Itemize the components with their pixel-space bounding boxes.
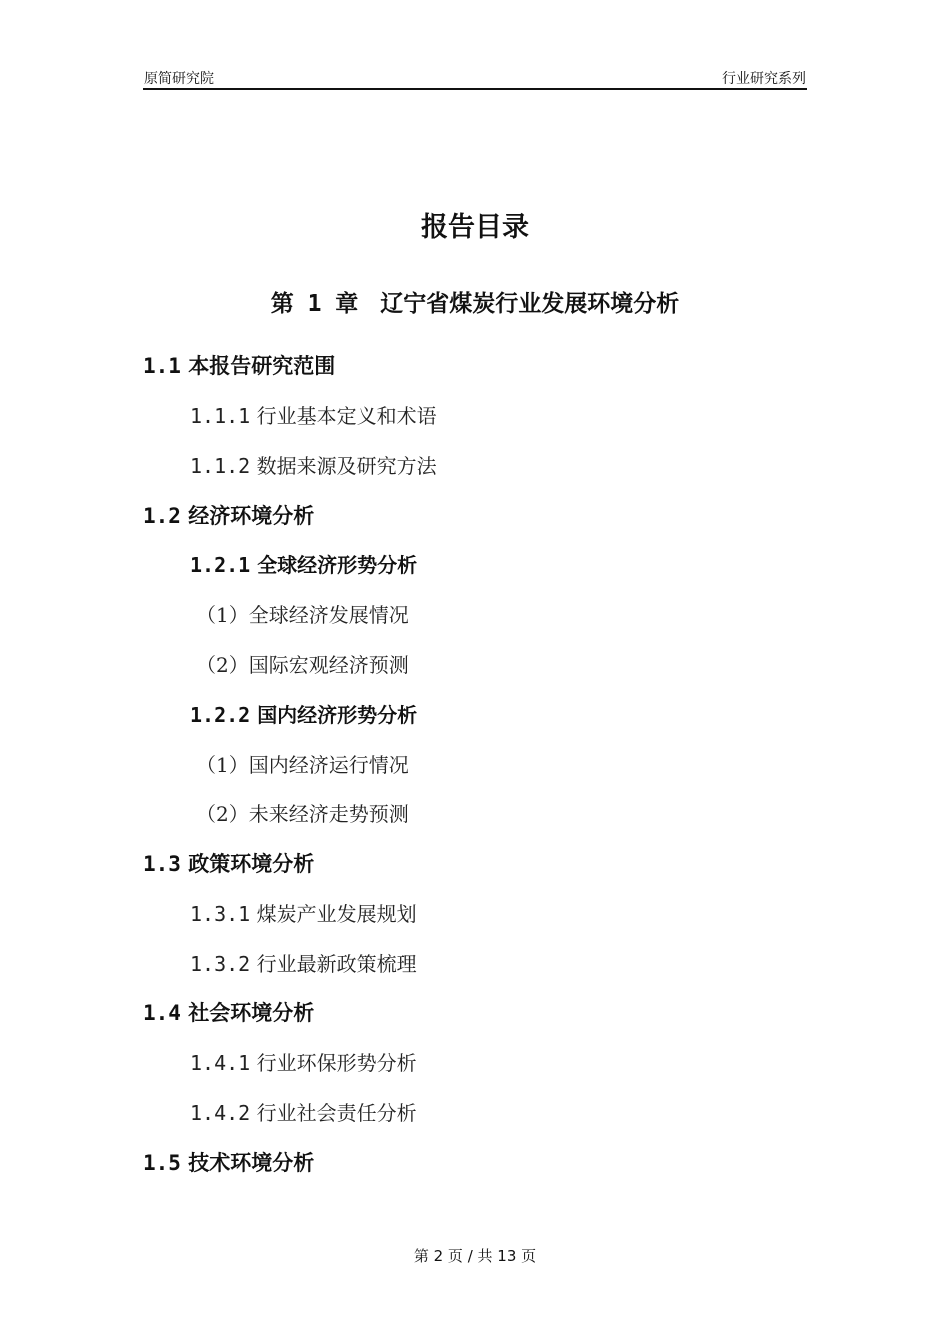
page-header — [143, 66, 807, 90]
toc-entry: 1.1.1 行业基本定义和术语 — [190, 404, 437, 428]
header-series: 行业研究系列 — [722, 71, 806, 87]
toc-entry: （1）国内经济运行情况 — [196, 753, 409, 777]
chapter-name: 辽宁省煤炭行业发展环境分析 — [380, 291, 680, 317]
toc-entry: 1.2.1 全球经济形势分析 — [190, 553, 418, 577]
toc-entry: 1.3.1 煤炭产业发展规划 — [190, 902, 417, 926]
page-title: 报告目录 — [421, 212, 529, 243]
chapter-heading — [0, 285, 950, 318]
page-footer: 第 2 页 / 共 13 页 — [413, 1247, 537, 1265]
toc-entry: 1.5 技术环境分析 — [143, 1151, 315, 1175]
chapter-number: 第 1 章 — [270, 291, 359, 317]
toc-entry: 1.1.2 数据来源及研究方法 — [190, 454, 437, 478]
toc-entry: 1.4.1 行业环保形势分析 — [190, 1051, 417, 1075]
header-org: 原简研究院 — [144, 71, 214, 87]
toc-entry: 1.1 本报告研究范围 — [143, 354, 336, 378]
toc-entry: （2）国际宏观经济预测 — [196, 653, 409, 677]
toc-entry: （1）全球经济发展情况 — [196, 603, 409, 627]
toc-entry: （2）未来经济走势预测 — [196, 802, 409, 826]
toc-entry: 1.2 经济环境分析 — [143, 504, 315, 528]
toc-entry: 1.3.2 行业最新政策梳理 — [190, 952, 417, 976]
toc-entry: 1.2.2 国内经济形势分析 — [190, 703, 418, 727]
toc-entry: 1.3 政策环境分析 — [143, 852, 315, 876]
toc-entry: 1.4 社会环境分析 — [143, 1001, 315, 1025]
toc-entry: 1.4.2 行业社会责任分析 — [190, 1101, 417, 1125]
